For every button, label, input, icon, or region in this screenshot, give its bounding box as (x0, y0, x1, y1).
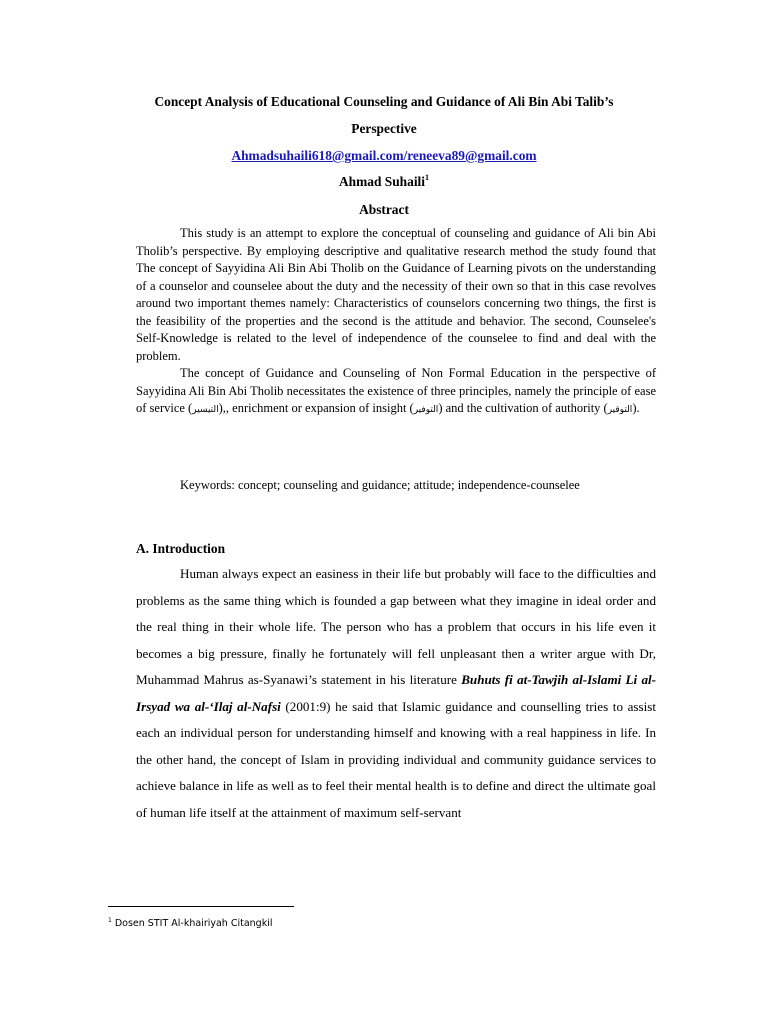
intro-text-1: Human always expect an easiness in their life but probably will face to the difficulties and problems as the same thing which is founded a gap between what they imagine in ideal order and the real thing in their whole life. The person who has a problem that occurs in his life even it becomes a big pressure, finally he fortunately will fell unpleasant then a writer argue with Dr, Muhammad Mahrus as-Syanawi’s statement in his literature (136, 566, 656, 687)
footnote-marker: 1 (108, 917, 112, 924)
abstract-paragraph-2 (136, 365, 656, 420)
abstract-p2-text-4: ). (632, 401, 640, 415)
author-email-link[interactable]: Ahmadsuhaili618@gmail.com/reneeva89@gmail.com (231, 148, 537, 163)
footnote-text: Dosen STIT Al-khairiyah Citangkil (111, 918, 273, 929)
abstract-p2-text-2: ),, enrichment or expansion of insight ( (218, 401, 414, 415)
introduction-paragraph (136, 561, 656, 826)
arabic-term-tawqir: التوقير (607, 405, 633, 415)
abstract-p2-text-3: ) and the cultivation of authority ( (438, 401, 608, 415)
abstract-paragraph-1: This study is an attempt to explore the conceptual of counseling and guidance of Ali bin Abi Tholib’s perspective. By employing descriptive and qualitative research method the study found that The concept of Sayyidina Ali Bin Abi Tholib on the Guidance of Learning pivots on the understanding of a counselor and counselee about the duty and the necessity of their own so that in this case revolves around two important themes namely: Characteristics of counselors concerning two things, the first is the feasibility of the properties and the second is the attitude and behavior. The second, Counselee's Self-Knowledge is related to the level of independence of the counselee to find and deal with the problem. (136, 226, 656, 363)
abstract-body (136, 225, 656, 420)
arabic-term-tawfir: التوفير (413, 405, 439, 415)
abstract-heading: Abstract (359, 202, 409, 217)
paper-title-line-1: Concept Analysis of Educational Counseling and Guidance of Ali Bin Abi Talib’s (154, 94, 614, 109)
author-footnote-marker: 1 (424, 173, 429, 182)
abstract-p2-text-1: The concept of Guidance and Counseling of Non Formal Education in the perspective of Sayyidina Ali Bin Abi Tholib necessitates the existence of three principles, namely the principle of ease of service ( (136, 366, 656, 415)
cited-book-title: Buhuts fi at-Tawjih al-Islami Li al-Irsyad wa al-‘Ilaj al-Nafsi (136, 672, 656, 714)
intro-text-2: (2001:9) he said that Islamic guidance and counselling tries to assist each an individual person for understanding himself and knowing with a real happiness in life. In the other hand, the concept of Islam in providing individual and community guidance services to achieve balance in life as well as to feel their mental health is to define and direct the ultimate goal of human life itself at the attainment of maximum self-servant (136, 698, 656, 820)
footnote (108, 918, 273, 930)
paper-title-line-2: Perspective (351, 121, 417, 136)
arabic-term-taysir: التيسير (192, 405, 219, 415)
keywords: Keywords: concept; counseling and guidance; attitude; independence-counselee (180, 478, 580, 492)
section-heading-introduction: A. Introduction (136, 541, 226, 556)
footnote-divider (108, 906, 294, 907)
introduction-body (136, 561, 656, 826)
author-name-text: Ahmad Suhaili (339, 174, 425, 189)
author-name (100, 173, 668, 191)
